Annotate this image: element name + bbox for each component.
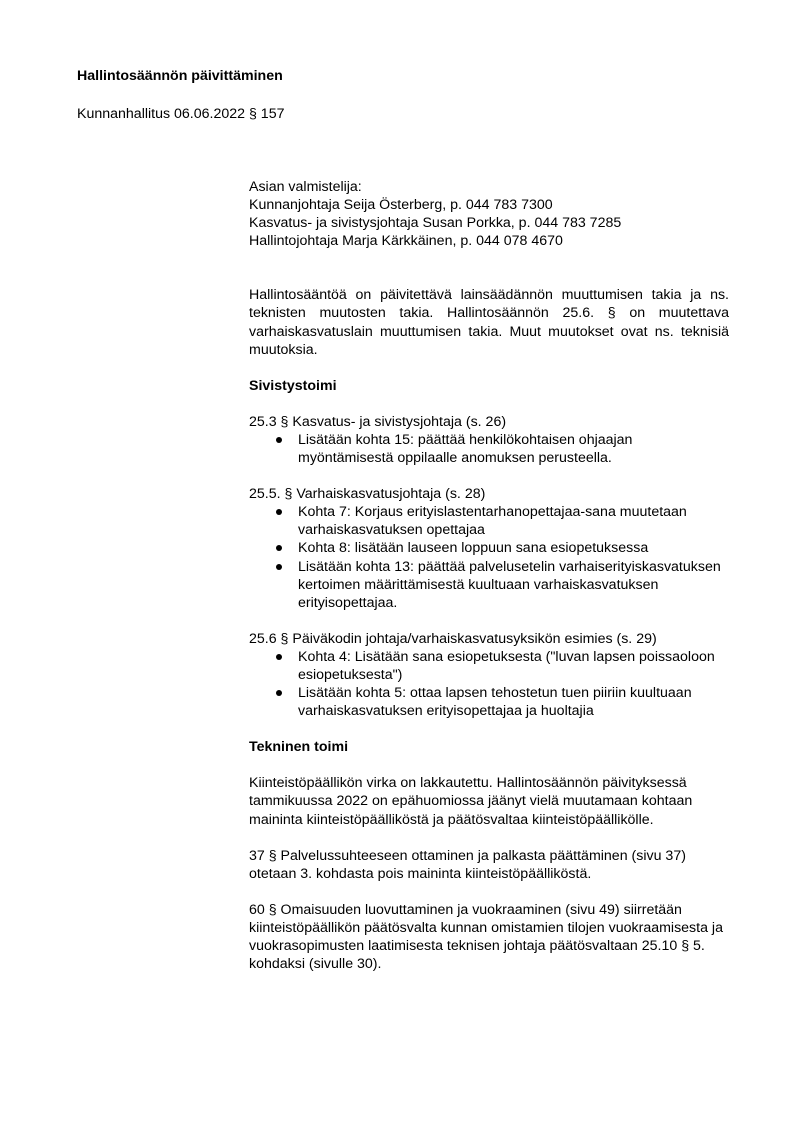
bullet-item: Lisätään kohta 13: päättää palvelusetelin varhaiserityiskasvatuksen kertoimen määrittämisestä kuultuaan varhaiskasvatuksen erityisopettajaa. xyxy=(249,558,729,612)
bullet-icon xyxy=(276,654,282,660)
document-title: Hallintosäännön päivittäminen xyxy=(77,68,283,84)
intro-paragraph: Hallintosääntöä on päivitettävä lainsäädännön muuttumisen takia ja ns. teknisten muutosten takia. Hallintosäännön 25.6. § on muutettava varhaiskasvatuslain muuttumisen takia. Muut muutokset ovat ns. teknisiä muutoksia. xyxy=(249,287,729,358)
bullet-item: Kohta 7: Korjaus erityislastentarhanopettajaa-sana muutetaan varhaiskasvatuksen opettajaa xyxy=(249,503,729,539)
paragraph: 60 § Omaisuuden luovuttaminen ja vuokraaminen (sivu 49) siirretään kiinteistöpäällikön päätösvalta kunnan omistamien tilojen vuokraamisesta ja vuokrasopimusten laatimisesta teknisen johtaja päätösvaltaan 25.10 § 5. kohdaksi (sivulle 30). xyxy=(249,901,723,973)
bullet-icon xyxy=(276,690,282,696)
paragraph: Kiinteistöpäällikön virka on lakkautettu. Hallintosäännön päivityksessä tammikuussa 2022 on epähuomiossa jäänyt vielä muutamaan kohtaan maininta kiinteistöpäälliköstä ja päätösvaltaa kiinteistöpäällikölle. xyxy=(249,775,693,828)
preparer-line: Hallintojohtaja Marja Kärkkäinen, p. 044 078 4670 xyxy=(249,233,563,250)
section-item-title: 25.5. § Varhaiskasvatusjohtaja (s. 28) xyxy=(249,486,486,503)
bullet-icon xyxy=(276,437,282,443)
section-heading: Sivistystoimi xyxy=(249,377,337,394)
section-item-title: 25.3 § Kasvatus- ja sivistysjohtaja (s. 26) xyxy=(249,413,507,430)
paragraph: 37 § Palvelussuhteeseen ottaminen ja palkasta päättäminen (sivu 37) otetaan 3. kohdasta pois maininta kiinteistöpäälliköstä. xyxy=(249,847,686,882)
bullet-item: Lisätään kohta 15: päättää henkilökohtaisen ohjaajan myöntämisestä oppilaalle anomuksen perusteella. xyxy=(249,431,729,467)
bullet-item: Kohta 4: Lisätään sana esiopetuksesta ("luvan lapsen poissaoloon esiopetuksesta") xyxy=(249,648,729,684)
preparer-line: Kasvatus- ja sivistysjohtaja Susan Porkka, p. 044 783 7285 xyxy=(249,215,622,232)
bullet-icon xyxy=(276,564,282,570)
section-heading: Tekninen toimi xyxy=(249,739,349,756)
bullet-list xyxy=(249,648,729,720)
meeting-reference: Kunnanhallitus 06.06.2022 § 157 xyxy=(77,106,285,122)
section-item-title: 25.6 § Päiväkodin johtaja/varhaiskasvatusyksikön esimies (s. 29) xyxy=(249,630,657,647)
preparers-block xyxy=(249,178,729,250)
bullet-list xyxy=(249,431,729,467)
bullet-list xyxy=(249,503,729,612)
bullet-icon xyxy=(276,509,282,515)
bullet-icon xyxy=(276,545,282,551)
document-body xyxy=(249,178,729,973)
bullet-item: Lisätään kohta 5: ottaa lapsen tehostetun tuen piiriin kuultuaan varhaiskasvatuksen erityisopettajaa ja huoltajia xyxy=(249,684,729,720)
bullet-item: Kohta 8: lisätään lauseen loppuun sana esiopetuksessa xyxy=(249,539,729,557)
preparers-label: Asian valmistelija: xyxy=(249,179,362,195)
preparer-line: Kunnanjohtaja Seija Österberg, p. 044 783 7300 xyxy=(249,197,553,214)
